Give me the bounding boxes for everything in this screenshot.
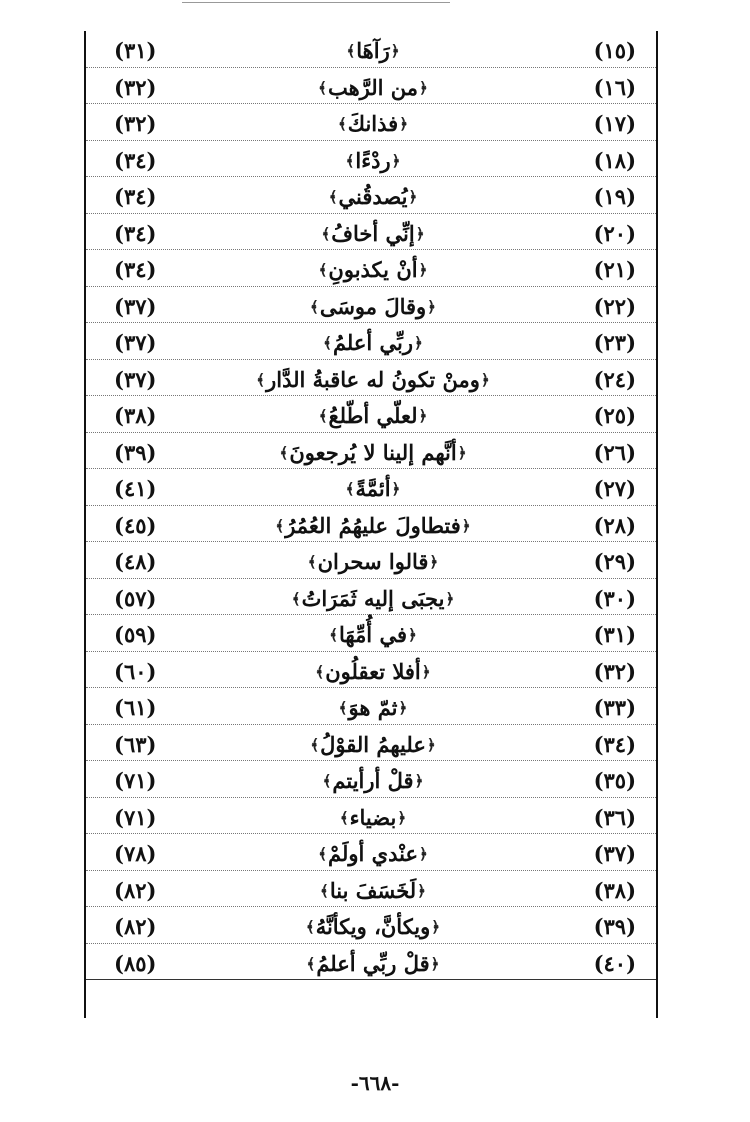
table-row (86, 214, 656, 251)
entry-number: (١٩) (593, 184, 636, 209)
top-rule (182, 2, 450, 3)
quranic-word (206, 396, 540, 433)
word-text: يجبَى إليه ثَمَرَاتُ (301, 585, 445, 611)
quranic-word (206, 725, 540, 762)
table-row (86, 177, 656, 214)
ornate-bracket-right-icon: ﴿ (414, 772, 424, 790)
ornate-bracket-left-icon: ﴾ (305, 918, 315, 936)
page-reference: (٣٤) (114, 184, 157, 209)
page-reference: (٣٨) (114, 403, 157, 428)
entry-number: (٣٩) (593, 914, 636, 939)
word-text: من الرَّهب (327, 74, 419, 100)
page-reference: (٤٨) (114, 549, 157, 574)
ornate-bracket-right-icon: ﴿ (418, 407, 428, 425)
word-text: ردْءًا (355, 147, 391, 173)
ornate-bracket-left-icon: ﴾ (310, 735, 320, 754)
table-row (86, 944, 656, 981)
word-text: إنِّي أخافُ (331, 220, 415, 246)
entry-number: (٢٦) (593, 439, 636, 465)
ornate-bracket-left-icon: ﴾ (345, 480, 355, 498)
ornate-bracket-left-icon: ﴾ (306, 954, 316, 973)
word-text: أنَّهم إلينا لا يُرجعونَ (289, 439, 457, 465)
ornate-bracket-left-icon: ﴾ (291, 589, 301, 608)
quranic-word (206, 834, 540, 871)
word-text: قلْ ربِّي أعلمُ (316, 950, 430, 976)
entry-number: (٣٨) (593, 877, 636, 903)
word-text: فتطاولَ عليهُمُ العُمُرُ (285, 512, 461, 538)
ornate-bracket-left-icon: ﴾ (318, 845, 327, 863)
ornate-bracket-right-icon: ﴿ (431, 918, 441, 936)
page-reference: (٧٨) (114, 841, 157, 866)
entry-number: (١٦) (593, 74, 636, 100)
entry-number: (٣٧) (593, 841, 636, 866)
ornate-bracket-left-icon: ﴾ (337, 115, 347, 133)
quranic-word (206, 31, 540, 68)
ornate-bracket-left-icon: ﴾ (346, 42, 356, 60)
quranic-word (206, 907, 540, 944)
ornate-bracket-right-icon: ﴿ (408, 626, 417, 644)
word-text: في أُمِّهَا (338, 622, 407, 647)
table-row (86, 287, 656, 324)
page-reference: (٣٢) (114, 74, 157, 100)
ornate-bracket-left-icon: ﴾ (339, 808, 349, 827)
quranic-word (206, 214, 540, 251)
word-text: لَخَسَفَ بنا (329, 877, 417, 903)
word-text: قلْ أرأيتم (332, 768, 414, 793)
word-text: أئمَّةً (355, 476, 391, 501)
page-reference: (٨٢) (114, 914, 157, 939)
ornate-bracket-left-icon: ﴾ (307, 553, 317, 571)
table-row (86, 871, 656, 908)
quranic-word (206, 798, 540, 835)
quranic-word (206, 104, 540, 141)
ornate-bracket-right-icon: ﴿ (427, 297, 436, 316)
ornate-bracket-left-icon: ﴾ (275, 516, 285, 535)
ornate-bracket-right-icon: ﴿ (391, 151, 401, 170)
page-reference: (٥٧) (114, 585, 157, 611)
entry-number: (٣١) (593, 622, 636, 647)
ornate-bracket-left-icon: ﴾ (320, 881, 329, 900)
quranic-word (206, 433, 540, 470)
ornate-bracket-left-icon: ﴾ (318, 78, 327, 97)
word-text: أفلا تعقلُون (325, 658, 421, 684)
word-text: عنْدي أولَمْ (328, 841, 418, 866)
table-row (86, 615, 656, 652)
quranic-word (206, 68, 540, 105)
quranic-word (206, 579, 540, 616)
ornate-bracket-right-icon: ﴿ (421, 662, 431, 681)
page-reference: (٦١) (114, 695, 157, 720)
ornate-bracket-left-icon: ﴾ (310, 297, 319, 316)
quranic-word (206, 615, 540, 652)
ornate-bracket-left-icon: ﴾ (318, 407, 328, 425)
word-text: رَآهَا (356, 38, 390, 63)
quranic-word (206, 360, 540, 397)
ornate-bracket-right-icon: ﴿ (418, 261, 428, 279)
page-reference: (٤٥) (114, 512, 157, 538)
page-reference: (٤١) (114, 476, 157, 501)
word-text: أنْ يكذبونِ (328, 257, 418, 282)
ornate-bracket-left-icon: ﴾ (329, 626, 338, 644)
quranic-word (206, 287, 540, 324)
page-reference: (٣٧) (114, 366, 157, 392)
page-reference: (٣٧) (114, 293, 157, 319)
ornate-bracket-left-icon: ﴾ (322, 772, 332, 790)
page-number: -٦٦٨- (350, 1071, 400, 1095)
ornate-bracket-left-icon: ﴾ (318, 261, 328, 279)
entry-number: (٣٠) (593, 585, 636, 611)
ornate-bracket-right-icon: ﴿ (397, 808, 407, 827)
entry-number: (٢٤) (593, 366, 636, 392)
word-text: ثمّ هوَ (348, 695, 398, 720)
table-row (86, 798, 656, 835)
entry-number: (٣٤) (593, 731, 636, 757)
page-reference: (٣٤) (114, 147, 157, 173)
entry-number: (٢٣) (593, 330, 636, 355)
ornate-bracket-left-icon: ﴾ (256, 370, 266, 389)
word-text: بضياء (349, 804, 397, 830)
quranic-word (206, 141, 540, 178)
entry-number: (٣٦) (593, 804, 636, 830)
page-reference: (٦٣) (114, 731, 157, 757)
table-row (86, 323, 656, 360)
ornate-bracket-right-icon: ﴿ (408, 188, 418, 206)
ornate-bracket-right-icon: ﴿ (391, 480, 401, 498)
table-row (86, 688, 656, 725)
ornate-bracket-right-icon: ﴿ (399, 115, 409, 133)
ornate-bracket-left-icon: ﴾ (323, 334, 332, 352)
page-reference: (٧١) (114, 768, 157, 793)
ornate-bracket-right-icon: ﴿ (415, 224, 425, 243)
word-text: عليهمُ القوْلُ (320, 731, 426, 757)
ornate-bracket-left-icon: ﴾ (279, 443, 289, 462)
quranic-word (206, 323, 540, 360)
word-text: ربِّي أعلمُ (332, 330, 414, 355)
entry-number: (٣٢) (593, 658, 636, 684)
entry-number: (١٧) (593, 111, 636, 136)
entry-number: (١٥) (593, 38, 636, 63)
word-text: ومنْ تكونُ له عاقبةُ الدَّار (266, 366, 480, 392)
page-reference: (٦٠) (114, 658, 157, 684)
page-reference: (٣٢) (114, 111, 157, 136)
entry-number: (٢٠) (593, 220, 636, 246)
quranic-word (206, 944, 540, 981)
table-row (86, 433, 656, 470)
table-row (86, 652, 656, 689)
page-reference: (٣٩) (114, 439, 157, 465)
ornate-bracket-left-icon: ﴾ (328, 188, 338, 206)
table-row (86, 725, 656, 762)
table-row (86, 141, 656, 178)
ornate-bracket-right-icon: ﴿ (417, 881, 426, 900)
entry-number: (٣٥) (593, 768, 636, 793)
page-reference: (٣٤) (114, 257, 157, 282)
entry-number: (٢٥) (593, 403, 636, 428)
ornate-bracket-right-icon: ﴿ (480, 370, 490, 389)
quranic-word (206, 542, 540, 579)
page-reference: (٣١) (114, 38, 157, 63)
entry-number: (٢٩) (593, 549, 636, 574)
table-row (86, 360, 656, 397)
word-text: يُصدقُني (338, 184, 408, 209)
ornate-bracket-right-icon: ﴿ (414, 334, 423, 352)
quranic-word (206, 761, 540, 798)
ornate-bracket-left-icon: ﴾ (338, 699, 348, 717)
entry-number: (٤٠) (593, 950, 636, 976)
quranic-word (206, 506, 540, 543)
entry-number: (٢١) (593, 257, 636, 282)
ornate-bracket-right-icon: ﴿ (461, 516, 471, 535)
ornate-bracket-right-icon: ﴿ (390, 42, 400, 60)
table-row (86, 68, 656, 105)
ornate-bracket-left-icon: ﴾ (345, 151, 355, 170)
entry-number: (٢٨) (593, 512, 636, 538)
table-row (86, 761, 656, 798)
page-reference: (٣٧) (114, 330, 157, 355)
ornate-bracket-right-icon: ﴿ (457, 443, 467, 462)
table-row (86, 907, 656, 944)
ornate-bracket-right-icon: ﴿ (426, 735, 436, 754)
quranic-word (206, 652, 540, 689)
ornate-bracket-right-icon: ﴿ (445, 589, 455, 608)
quranic-word (206, 871, 540, 908)
ornate-bracket-left-icon: ﴾ (321, 224, 331, 243)
ornate-bracket-right-icon: ﴿ (419, 78, 428, 97)
entry-number: (٢٢) (593, 293, 636, 319)
quranic-word (206, 469, 540, 506)
quranic-word (206, 688, 540, 725)
quranic-word (206, 250, 540, 287)
quranic-word (206, 177, 540, 214)
table-row (86, 834, 656, 871)
page-reference: (٨٥) (114, 950, 157, 976)
word-text: وقالَ موسَى (319, 293, 427, 319)
ornate-bracket-right-icon: ﴿ (398, 699, 408, 717)
ornate-bracket-right-icon: ﴿ (429, 553, 439, 571)
table-row (86, 396, 656, 433)
table-row (86, 250, 656, 287)
table-row (86, 469, 656, 506)
table-row (86, 31, 656, 68)
ornate-bracket-left-icon: ﴾ (315, 662, 325, 681)
table-row (86, 542, 656, 579)
word-text: لعلّي أطّلعُ (328, 403, 418, 428)
page-reference: (٥٩) (114, 622, 157, 647)
entry-number: (١٨) (593, 147, 636, 173)
entry-number: (٣٣) (593, 695, 636, 720)
index-table (84, 31, 658, 1018)
table-row (86, 579, 656, 616)
word-text: ويكأنَّ، ويكأنَّهُ (315, 914, 431, 939)
word-text: قالوا سحران (317, 549, 429, 574)
page-reference: (٣٤) (114, 220, 157, 246)
table-row (86, 506, 656, 543)
word-text: فذانكَ (347, 111, 399, 136)
ornate-bracket-right-icon: ﴿ (430, 954, 440, 973)
page-reference: (٧١) (114, 804, 157, 830)
entry-number: (٢٧) (593, 476, 636, 501)
ornate-bracket-right-icon: ﴿ (419, 845, 428, 863)
page-reference: (٨٢) (114, 877, 157, 903)
table-row (86, 104, 656, 141)
